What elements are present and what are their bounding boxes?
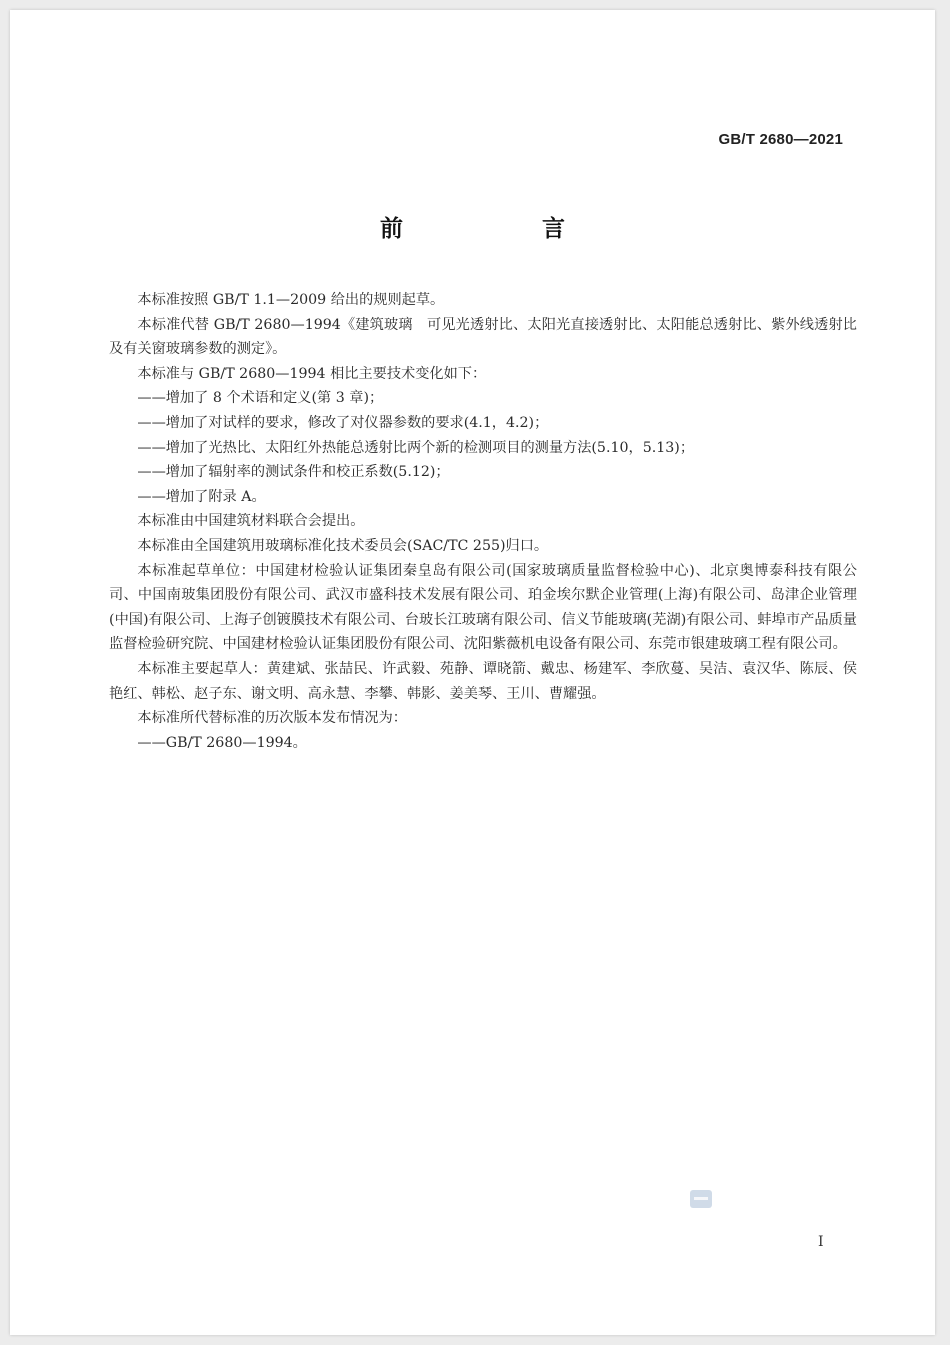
- list-item: ——增加了 8 个术语和定义(第 3 章)；: [137, 390, 384, 407]
- list-item: ——增加了对试样的要求，修改了对仪器参数的要求(4.1，4.2)；: [137, 414, 549, 431]
- paragraph: 本标准由全国建筑用玻璃标准化技术委员会(SAC/TC 255)归口。: [137, 537, 549, 554]
- sac-logo-icon: [690, 1190, 712, 1208]
- paragraph: 本标准主要起草人：黄建斌、张喆民、许武毅、苑静、谭晓箭、戴忠、杨建军、李欣蔓、吴洁、袁汉华、陈辰、侯艳红、韩松、赵子东、谢文明、高永慧、李攀、韩影、姜美琴、王川、曹耀强。: [109, 660, 857, 702]
- list-item: ——增加了辐射率的测试条件和校正系数(5.12)；: [137, 464, 450, 481]
- page-number: I: [818, 1234, 824, 1250]
- page-title: 前 言: [380, 216, 623, 242]
- list-item: ——增加了光热比、太阳红外热能总透射比两个新的检测项目的测量方法(5.10，5.13)；: [137, 439, 695, 456]
- paragraph: 本标准与 GB/T 2680—1994 相比主要技术变化如下：: [137, 365, 487, 382]
- document-body: [109, 288, 857, 755]
- paragraph: 本标准代替 GB/T 2680—1994《建筑玻璃 可见光透射比、太阳光直接透射比、太阳能总透射比、紫外线透射比及有关窗玻璃参数的测定》。: [109, 316, 857, 358]
- list-item: ——增加了附录 A。: [137, 488, 266, 505]
- paragraph: 本标准由中国建筑材料联合会提出。: [137, 513, 365, 530]
- paragraph: 本标准起草单位：中国建材检验认证集团秦皇岛有限公司(国家玻璃质量监督检验中心)、北京奥博泰科技有限公司、中国南玻集团股份有限公司、武汉市盛科技术发展有限公司、珀金埃尔默企业管理(上海)有限公司、岛津企业管理(中国)有限公司、上海子创镀膜技术有限公司、台玻长江玻璃有限公司、信义节能玻璃(芜湖)有限公司、蚌埠市产品质量监督检验研究院、中国建材检验认证集团股份有限公司、沈阳紫薇机电设备有限公司、东莞市银建玻璃工程有限公司。: [109, 562, 857, 653]
- standard-code: GB/T 2680—2021: [718, 131, 843, 148]
- paragraph: 本标准按照 GB/T 1.1—2009 给出的规则起草。: [137, 292, 445, 308]
- document-page: [10, 10, 935, 1335]
- list-item: ——GB/T 2680—1994。: [137, 734, 307, 751]
- paragraph: 本标准所代替标准的历次版本发布情况为：: [137, 710, 407, 727]
